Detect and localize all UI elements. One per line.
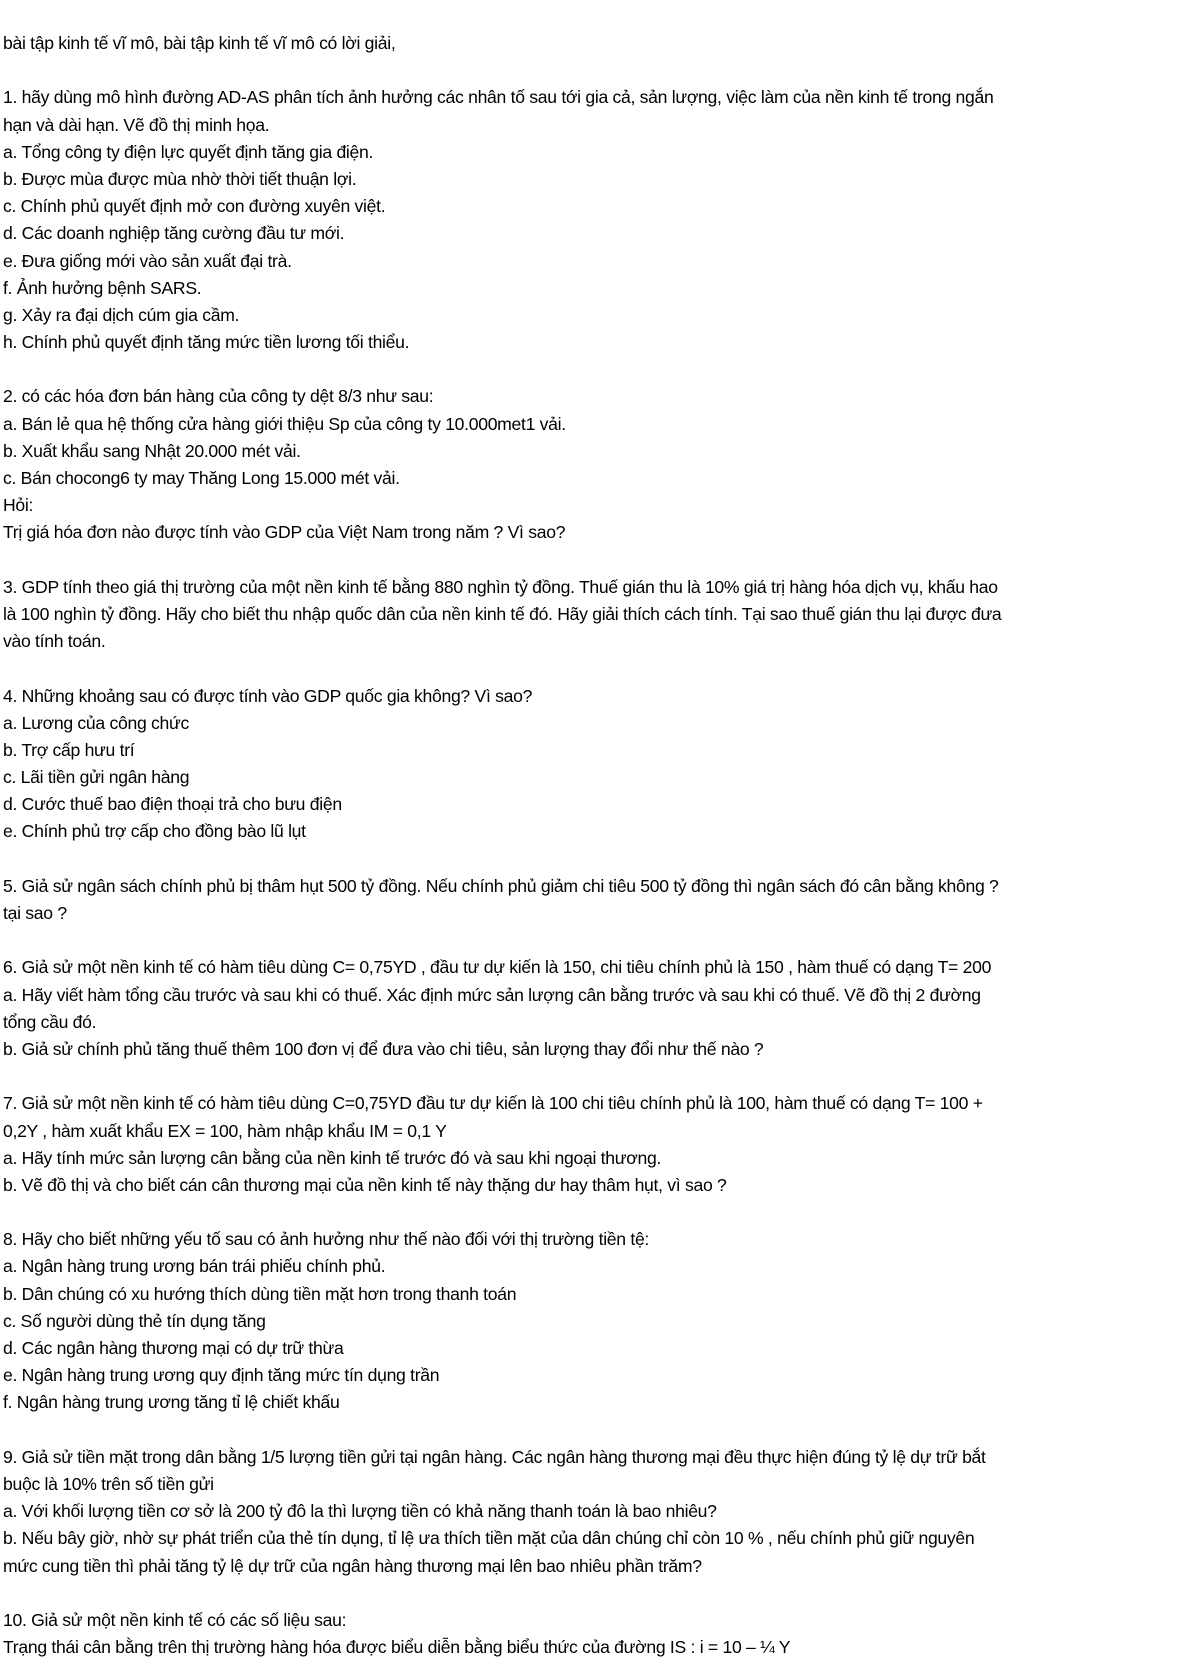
- spacer: [3, 846, 1170, 873]
- spacer: [3, 1063, 1170, 1090]
- question-line: 5. Giả sử ngân sách chính phủ bị thâm hụt 500 tỷ đồng. Nếu chính phủ giảm chi tiêu 500 tỷ đồng thì ngân sách đó cân bằng không ?: [3, 875, 999, 896]
- question-line: 1. hãy dùng mô hình đường AD-AS phân tích ảnh hưởng các nhân tố sau tới gia cả, sản lượng, việc làm của nền kinh tế trong ngắn: [3, 87, 994, 108]
- question-8: [3, 1226, 1170, 1416]
- spacer: [3, 547, 1170, 574]
- question-line: Hỏi:: [3, 495, 34, 516]
- question-2: [3, 383, 1170, 546]
- question-5: [3, 873, 1170, 927]
- question-line: a. Với khối lượng tiền cơ sở là 200 tỷ đô la thì lượng tiền có khả năng thanh toán là bao nhiêu?: [3, 1501, 717, 1522]
- question-line: vào tính toán.: [3, 631, 106, 652]
- question-6: [3, 954, 1170, 1063]
- question-line: d. Các ngân hàng thương mại có dự trữ thừa: [3, 1338, 344, 1358]
- spacer: [3, 927, 1170, 954]
- question-line: b. Giả sử chính phủ tăng thuế thêm 100 đơn vị để đưa vào chi tiêu, sản lượng thay đổi như thế nào ?: [3, 1038, 764, 1059]
- spacer: [3, 356, 1170, 383]
- question-7: [3, 1090, 1170, 1199]
- question-line: c. Số người dùng thẻ tín dụng tăng: [3, 1310, 266, 1331]
- question-line: 8. Hãy cho biết những yếu tố sau có ảnh hưởng như thế nào đối với thị trường tiền tệ:: [3, 1229, 650, 1250]
- question-line: a. Hãy tính mức sản lượng cân bằng của nền kinh tế trước đó và sau khi ngoại thương.: [3, 1147, 662, 1168]
- spacer: [3, 1417, 1170, 1444]
- question-3: [3, 574, 1170, 656]
- question-line: b. Nếu bây giờ, nhờ sự phát triển của thẻ tín dụng, tỉ lệ ưa thích tiền mặt của dân chúng chỉ còn 10 % , nếu chính phủ giữ nguyên: [3, 1528, 975, 1549]
- question-line: d. Các doanh nghiệp tăng cường đầu tư mới.: [3, 223, 345, 244]
- question-line: tổng cầu đó.: [3, 1011, 97, 1032]
- question-line: buộc là 10% trên số tiền gửi: [3, 1473, 214, 1494]
- question-line: d. Cước thuế bao điện thoại trả cho bưu điện: [3, 794, 342, 815]
- spacer: [3, 1580, 1170, 1607]
- question-line: a. Ngân hàng trung ương bán trái phiếu chính phủ.: [3, 1256, 386, 1277]
- question-line: 2. có các hóa đơn bán hàng của công ty dệt 8/3 như sau:: [3, 386, 434, 407]
- question-line: 3. GDP tính theo giá thị trường của một nền kinh tế bằng 880 nghìn tỷ đồng. Thuế gián thu là 10% giá trị hàng hóa dịch vụ, khấu hao: [3, 576, 998, 597]
- question-line: g. Xảy ra đại dịch cúm gia cầm.: [3, 304, 240, 325]
- question-line: a. Bán lẻ qua hệ thống cửa hàng giới thiệu Sp của công ty 10.000met1 vải.: [3, 413, 566, 434]
- question-line: 0,2Y , hàm xuất khẩu EX = 100, hàm nhập khẩu IM = 0,1 Y: [3, 1120, 447, 1141]
- question-line: 7. Giả sử một nền kinh tế có hàm tiêu dùng C=0,75YD đầu tư dự kiến là 100 chi tiêu chính phủ là 100, hàm thuế có dạng T= 100 +: [3, 1093, 983, 1114]
- question-line: e. Ngân hàng trung ương quy định tăng mức tín dụng trần: [3, 1365, 440, 1386]
- question-line: a. Lương của công chức: [3, 712, 189, 733]
- question-1: [3, 84, 1170, 356]
- document-header: bài tập kinh tế vĩ mô, bài tập kinh tế vĩ mô có lời giải,: [3, 33, 396, 53]
- spacer: [3, 655, 1170, 682]
- question-line: b. Dân chúng có xu hướng thích dùng tiền mặt hơn trong thanh toán: [3, 1283, 517, 1304]
- question-line: b. Được mùa được mùa nhờ thời tiết thuận lợi.: [3, 168, 357, 189]
- question-line: mức cung tiền thì phải tăng tỷ lệ dự trữ của ngân hàng thương mại lên bao nhiêu phần trăm?: [3, 1555, 702, 1576]
- question-line: Trạng thái cân bằng trên thị trường hàng hóa được biểu diễn bằng biểu thức của đường IS : i = 10 – ¼ Y: [3, 1637, 791, 1658]
- question-line: hạn và dài hạn. Vẽ đồ thị minh họa.: [3, 114, 270, 135]
- question-4: [3, 683, 1170, 846]
- question-line: f. Ảnh hưởng bệnh SARS.: [3, 277, 202, 298]
- question-line: b. Trợ cấp hưu trí: [3, 739, 135, 760]
- spacer: [3, 1199, 1170, 1226]
- question-line: a. Hãy viết hàm tổng cầu trước và sau khi có thuế. Xác định mức sản lượng cân bằng trước và sau khi có thuế. Vẽ đồ thị 2 đường: [3, 984, 981, 1005]
- question-line: c. Bán chocong6 ty may Thăng Long 15.000 mét vải.: [3, 468, 400, 488]
- question-line: Trị giá hóa đơn nào được tính vào GDP của Việt Nam trong năm ? Vì sao?: [3, 522, 566, 543]
- question-line: c. Chính phủ quyết định mở con đường xuyên việt.: [3, 196, 386, 217]
- question-line: tại sao ?: [3, 903, 67, 923]
- question-line: a. Tổng công ty điện lực quyết định tăng gia điện.: [3, 141, 374, 162]
- spacer: [3, 57, 1170, 84]
- question-line: 10. Giả sử một nền kinh tế có các số liệu sau:: [3, 1609, 347, 1630]
- question-line: c. Lãi tiền gửi ngân hàng: [3, 767, 190, 788]
- question-line: e. Đưa giống mới vào sản xuất đại trà.: [3, 250, 292, 271]
- question-line: f. Ngân hàng trung ương tăng tỉ lệ chiết khấu: [3, 1392, 340, 1413]
- question-line: là 100 nghìn tỷ đồng. Hãy cho biết thu nhập quốc dân của nền kinh tế đó. Hãy giải thích cách tính. Tại sao thuế gián thu lại được đưa: [3, 603, 1002, 624]
- question-line: h. Chính phủ quyết định tăng mức tiền lương tối thiểu.: [3, 332, 410, 353]
- question-line: b. Xuất khẩu sang Nhật 20.000 mét vải.: [3, 440, 301, 461]
- question-line: 9. Giả sử tiền mặt trong dân bằng 1/5 lượng tiền gửi tại ngân hàng. Các ngân hàng thương mại đều thực hiện đúng tỷ lệ dự trữ bắt: [3, 1446, 986, 1467]
- question-9: [3, 1444, 1170, 1580]
- question-line: b. Vẽ đồ thị và cho biết cán cân thương mại của nền kinh tế này thặng dư hay thâm hụt, vì sao ?: [3, 1174, 727, 1195]
- question-line: 4. Những khoảng sau có được tính vào GDP quốc gia không? Vì sao?: [3, 685, 533, 706]
- question-line: e. Chính phủ trợ cấp cho đồng bào lũ lụt: [3, 821, 306, 842]
- question-line: 6. Giả sử một nền kinh tế có hàm tiêu dùng C= 0,75YD , đầu tư dự kiến là 150, chi tiêu chính phủ là 150 , hàm thuế có dạng T= 200: [3, 957, 992, 978]
